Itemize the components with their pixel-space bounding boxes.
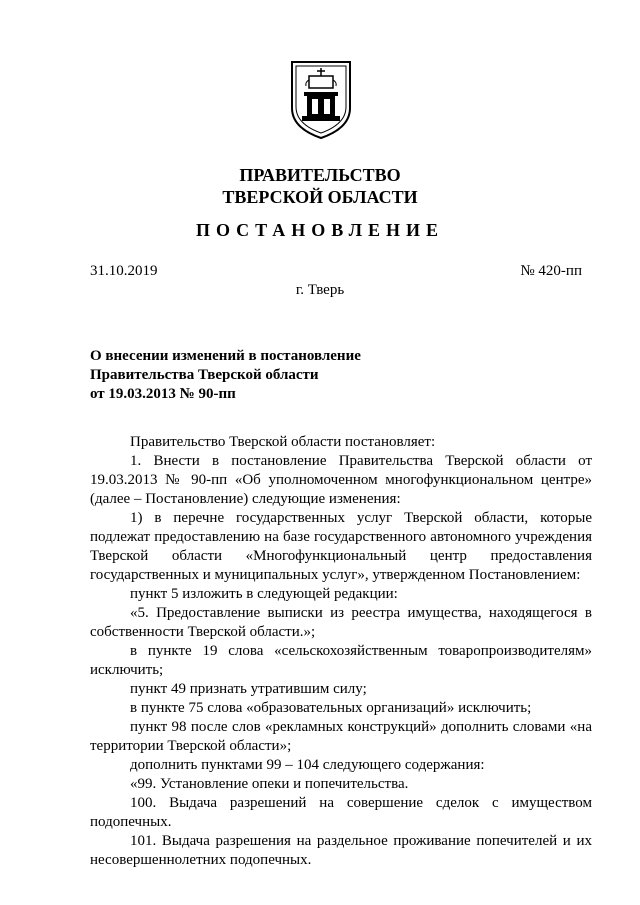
body-paragraph: «5. Предоставление выписки из реестра имущества, находящегося в собственности Тверской области.»; bbox=[90, 605, 592, 640]
subject-line: О внесении изменений в постановление bbox=[90, 348, 361, 364]
body-paragraph: в пункте 19 слова «сельскохозяйственным товаропроизводителям» исключить; bbox=[90, 643, 592, 678]
document-body bbox=[90, 433, 592, 870]
document-city: г. Тверь bbox=[295, 282, 345, 298]
body-paragraph: 101. Выдача разрешения на раздельное проживание попечителей и их несовершеннолетних подопечных. bbox=[90, 833, 592, 868]
document-date: 31.10.2019 bbox=[90, 263, 158, 279]
body-paragraph: 1. Внести в постановление Правительства Тверской области от 19.03.2013 № 90-пп «Об уполномоченном многофункциональном центре» (далее – Постановление) следующие изменения: bbox=[90, 453, 592, 507]
org-name-line1: ПРАВИТЕЛЬСТВО bbox=[239, 165, 401, 185]
body-paragraph: пункт 98 после слов «рекламных конструкций» дополнить словами «на территории Тверской области»; bbox=[90, 719, 592, 754]
document-number: № 420-пп bbox=[520, 263, 582, 279]
body-paragraph: дополнить пунктами 99 – 104 следующего содержания: bbox=[130, 757, 485, 773]
body-paragraph: пункт 49 признать утратившим силу; bbox=[130, 681, 367, 697]
subject-line: Правительства Тверской области bbox=[90, 367, 319, 383]
document-subject bbox=[90, 347, 361, 404]
body-paragraph: Правительство Тверской области постановляет: bbox=[130, 434, 436, 450]
body-paragraph: пункт 5 изложить в следующей редакции: bbox=[130, 586, 398, 602]
document-type-title: ПОСТАНОВЛЕНИЕ bbox=[195, 220, 445, 240]
body-paragraph: 100. Выдача разрешений на совершение сделок с имуществом подопечных. bbox=[90, 795, 592, 830]
body-paragraph: 1) в перечне государственных услуг Тверской области, которые подлежат предоставлению на базе государственного автономного учреждения Тверской области «Многофункциональный центр предоставления государственных и муниципальных услуг», утвержденном Постановлением: bbox=[90, 510, 592, 583]
org-name-line2: ТВЕРСКОЙ ОБЛАСТИ bbox=[222, 187, 418, 207]
coat-of-arms-emblem bbox=[288, 58, 354, 140]
body-paragraph: «99. Установление опеки и попечительства. bbox=[130, 776, 409, 792]
body-paragraph: в пункте 75 слова «образовательных организаций» исключить; bbox=[130, 700, 532, 716]
subject-line: от 19.03.2013 № 90-пп bbox=[90, 386, 236, 402]
